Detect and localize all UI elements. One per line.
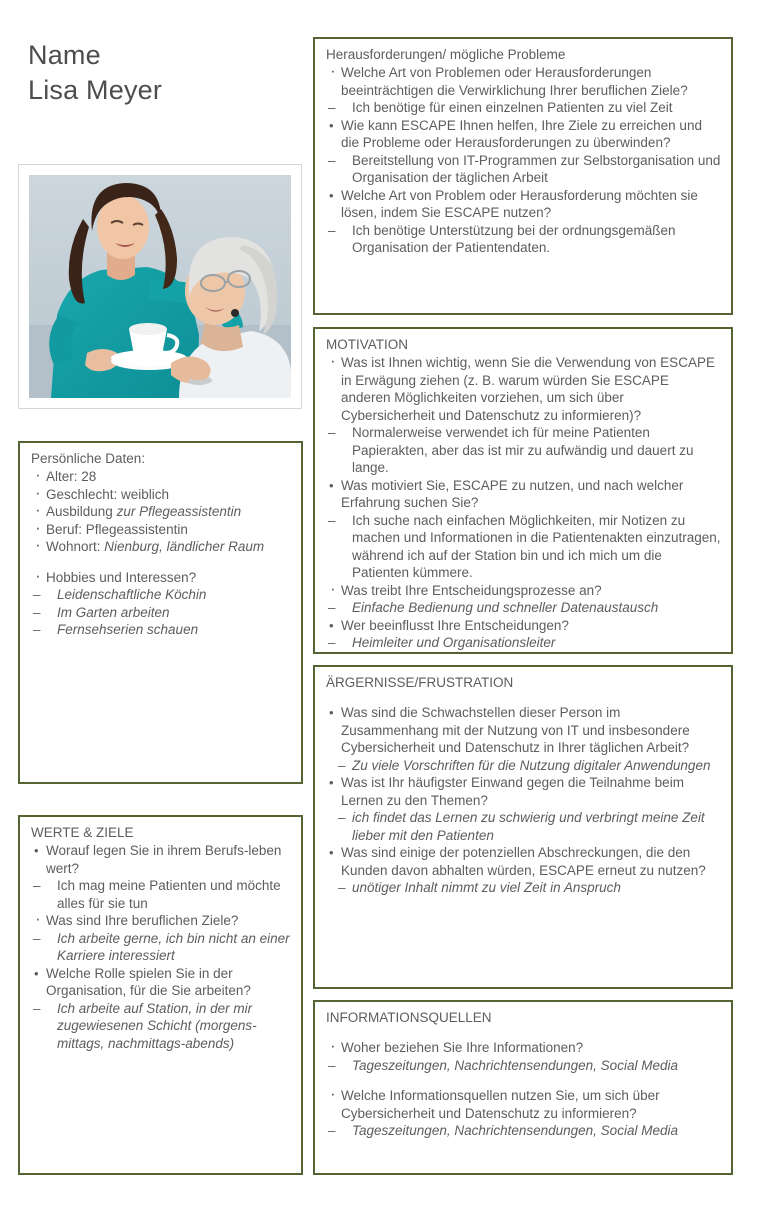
list-item-text: Welche Art von Problem oder Herausforderung möchten sie lösen, indem Sie ESCAPE nutzen? bbox=[341, 187, 698, 220]
list-item bbox=[31, 877, 291, 912]
list-item bbox=[326, 704, 721, 757]
list-item-text: Tageszeitungen, Nachrichtensendungen, Social Media bbox=[352, 1123, 678, 1138]
list-item-text: Welche Informationsquellen nutzen Sie, um sich über Cybersicherheit und Datenschutz zu informieren? bbox=[341, 1088, 660, 1121]
list-item-text: Was sind Ihre beruflichen Ziele? bbox=[46, 913, 239, 928]
list-item-text: Worauf legen Sie in ihrem Berufs-leben wert? bbox=[46, 843, 282, 876]
section-challenges bbox=[313, 37, 733, 315]
list-item-text: Normalerweise verwendet ich für meine Patienten Papierakten, aber das ist mir zu aufwändig und dauert zu lange. bbox=[352, 425, 694, 475]
list-item-text: Was ist Ihnen wichtig, wenn Sie die Verwendung von ESCAPE in Erwägung ziehen (z. B. warum würden Sie ESCAPE anderen Möglichkeiten vorziehen, um sich über Cybersicherheit und Datenschutz zu informieren)? bbox=[341, 355, 715, 423]
list-item bbox=[326, 599, 721, 617]
list-personal-data bbox=[31, 468, 291, 639]
persona-photo-frame bbox=[18, 164, 302, 409]
list-item-text: Zu viele Vorschriften für die Nutzung digitaler Anwendungen bbox=[352, 757, 711, 773]
list-frustration bbox=[326, 704, 721, 897]
list-item bbox=[326, 879, 721, 897]
persona-name-value: Lisa Meyer bbox=[28, 75, 163, 105]
list-item-text: Hobbies und Interessen? bbox=[46, 569, 197, 585]
list-item-text: Alter: 28 bbox=[46, 469, 97, 484]
list-item-text: Fernsehserien schauen bbox=[57, 622, 199, 637]
list-item bbox=[31, 569, 291, 587]
list-item-text: Ausbildung bbox=[46, 504, 117, 519]
list-item bbox=[31, 621, 291, 639]
section-values-and-goals bbox=[18, 815, 303, 1175]
list-item-text: Tageszeitungen, Nachrichtensendungen, Social Media bbox=[352, 1057, 678, 1073]
list-item bbox=[326, 99, 721, 117]
list-item bbox=[31, 503, 291, 521]
list-item-text: unötiger Inhalt nimmt zu viel Zeit in Anspruch bbox=[352, 880, 621, 895]
list-item bbox=[31, 521, 291, 539]
nurse-and-elderly-woman-photo bbox=[29, 175, 291, 398]
list-item-emphasis: Nienburg, ländlicher Raum bbox=[104, 539, 265, 554]
list-item bbox=[31, 930, 291, 965]
list-item bbox=[326, 774, 721, 809]
section-frustration bbox=[313, 665, 733, 989]
list-item bbox=[31, 468, 291, 486]
list-item-text: Ich arbeite auf Station, in der mir zugewiesenen Schicht (morgens-mittags, nachmittags-abends) bbox=[57, 1000, 257, 1051]
list-item-text: Welche Art von Problemen oder Herausforderungen beeinträchtigen die Verwirklichung Ihrer beruflichen Ziele? bbox=[341, 65, 688, 98]
list-item-text: Ich benötige für einen einzelnen Patienten zu viel Zeit bbox=[352, 100, 673, 115]
list-item-text: Bereitstellung von IT-Programmen zur Selbstorganisation und Organisation der täglichen Arbeit bbox=[352, 152, 721, 185]
list-item bbox=[326, 512, 721, 582]
section-title-personal-data: Persönliche Daten: bbox=[31, 451, 146, 466]
list-item bbox=[326, 1087, 721, 1122]
list-item bbox=[326, 1039, 721, 1057]
list-item bbox=[326, 187, 721, 222]
list-item-text: Wer beeinflusst Ihre Entscheidungen? bbox=[341, 617, 569, 633]
list-item-text: ich findet das Lernen zu schwierig und verbringt meine Zeit lieber mit den Patienten bbox=[352, 810, 705, 843]
list-item-text: Ich mag meine Patienten und möchte alles für sie tun bbox=[57, 878, 281, 911]
list-item-text: Beruf: Pflegeassistentin bbox=[46, 521, 188, 537]
section-title-frustration: ÄRGERNISSE/FRUSTRATION bbox=[326, 675, 514, 690]
list-item-text: Welche Rolle spielen Sie in der Organisation, für die Sie arbeiten? bbox=[46, 965, 251, 998]
list-item-text: Heimleiter und Organisationsleiter bbox=[352, 635, 556, 650]
section-title-information-sources: INFORMATIONSQUELLEN bbox=[326, 1010, 492, 1025]
list-item-text: Im Garten arbeiten bbox=[57, 604, 170, 620]
list-item-text: Was treibt Ihre Entscheidungsprozesse an? bbox=[341, 582, 602, 598]
section-title-challenges: Herausforderungen/ mögliche Probleme bbox=[326, 47, 566, 62]
list-item bbox=[326, 424, 721, 477]
list-item-text: Ich benötige Unterstützung bei der ordnungsgemäßen Organisation der Patientendaten. bbox=[352, 222, 676, 255]
list-item bbox=[31, 486, 291, 504]
list-challenges bbox=[326, 64, 721, 257]
page-title bbox=[28, 38, 298, 108]
list-item bbox=[31, 1000, 291, 1053]
list-values-and-goals bbox=[31, 842, 291, 1052]
list-item bbox=[326, 617, 721, 635]
list-item bbox=[326, 582, 721, 600]
list-item bbox=[326, 222, 721, 257]
list-item bbox=[326, 152, 721, 187]
section-title-motivation: MOTIVATION bbox=[326, 337, 408, 352]
list-item bbox=[326, 844, 721, 879]
list-item-emphasis: zur Pflegeassistentin bbox=[116, 504, 242, 519]
list-item-text: Geschlecht: weiblich bbox=[46, 486, 170, 502]
persona-name-label: Name bbox=[28, 40, 101, 70]
section-title-values-and-goals: WERTE & ZIELE bbox=[31, 825, 134, 840]
list-item-text: Leidenschaftliche Köchin bbox=[57, 587, 207, 602]
list-item bbox=[326, 809, 721, 844]
list-item bbox=[31, 965, 291, 1000]
section-information-sources bbox=[313, 1000, 733, 1175]
list-item-text: Was motiviert Sie, ESCAPE zu nutzen, und nach welcher Erfahrung suchen Sie? bbox=[341, 477, 684, 510]
list-item bbox=[326, 117, 721, 152]
list-motivation bbox=[326, 354, 721, 652]
list-item-text: Was sind die Schwachstellen dieser Person im Zusammenhang mit der Nutzung von IT und insbesondere Cybersicherheit und Datenschutz in Ihrer täglichen Arbeit? bbox=[341, 705, 690, 755]
list-item bbox=[31, 912, 291, 930]
list-item-text: Ich suche nach einfachen Möglichkeiten, mir Notizen zu machen und Informationen in die Patientenakten einzutragen, während ich auf der Station bin und ich mich um die Patienten kümmere. bbox=[352, 512, 721, 580]
photo-illustration bbox=[29, 175, 291, 398]
list-item bbox=[326, 354, 721, 424]
list-item-text: Woher beziehen Sie Ihre Informationen? bbox=[341, 1040, 584, 1055]
list-item-text: Wie kann ESCAPE Ihnen helfen, Ihre Ziele zu erreichen und die Probleme oder Herausforderungen zu überwinden? bbox=[341, 117, 702, 150]
list-item bbox=[326, 1122, 721, 1140]
list-information-sources bbox=[326, 1039, 721, 1140]
section-motivation bbox=[313, 327, 733, 654]
list-item-text: Einfache Bedienung und schneller Datenaustausch bbox=[352, 600, 659, 615]
list-item bbox=[31, 842, 291, 877]
list-item-text: Ich arbeite gerne, ich bin nicht an einer Karriere interessiert bbox=[57, 930, 290, 963]
list-item bbox=[31, 586, 291, 604]
list-item bbox=[326, 1057, 721, 1075]
list-item bbox=[326, 477, 721, 512]
list-item bbox=[326, 757, 721, 775]
section-personal-data bbox=[18, 441, 303, 784]
list-item bbox=[326, 634, 721, 652]
list-item bbox=[31, 604, 291, 622]
list-item bbox=[31, 538, 291, 556]
list-item-text: Wohnort: bbox=[46, 539, 105, 554]
list-item-text: Was sind einige der potenziellen Abschreckungen, die den Kunden davon abhalten würden, ESCAPE erneut zu nutzen? bbox=[341, 845, 706, 878]
list-item-text: Was ist Ihr häufigster Einwand gegen die Teilnahme beim Lernen zu den Themen? bbox=[341, 775, 684, 808]
list-item bbox=[326, 64, 721, 99]
